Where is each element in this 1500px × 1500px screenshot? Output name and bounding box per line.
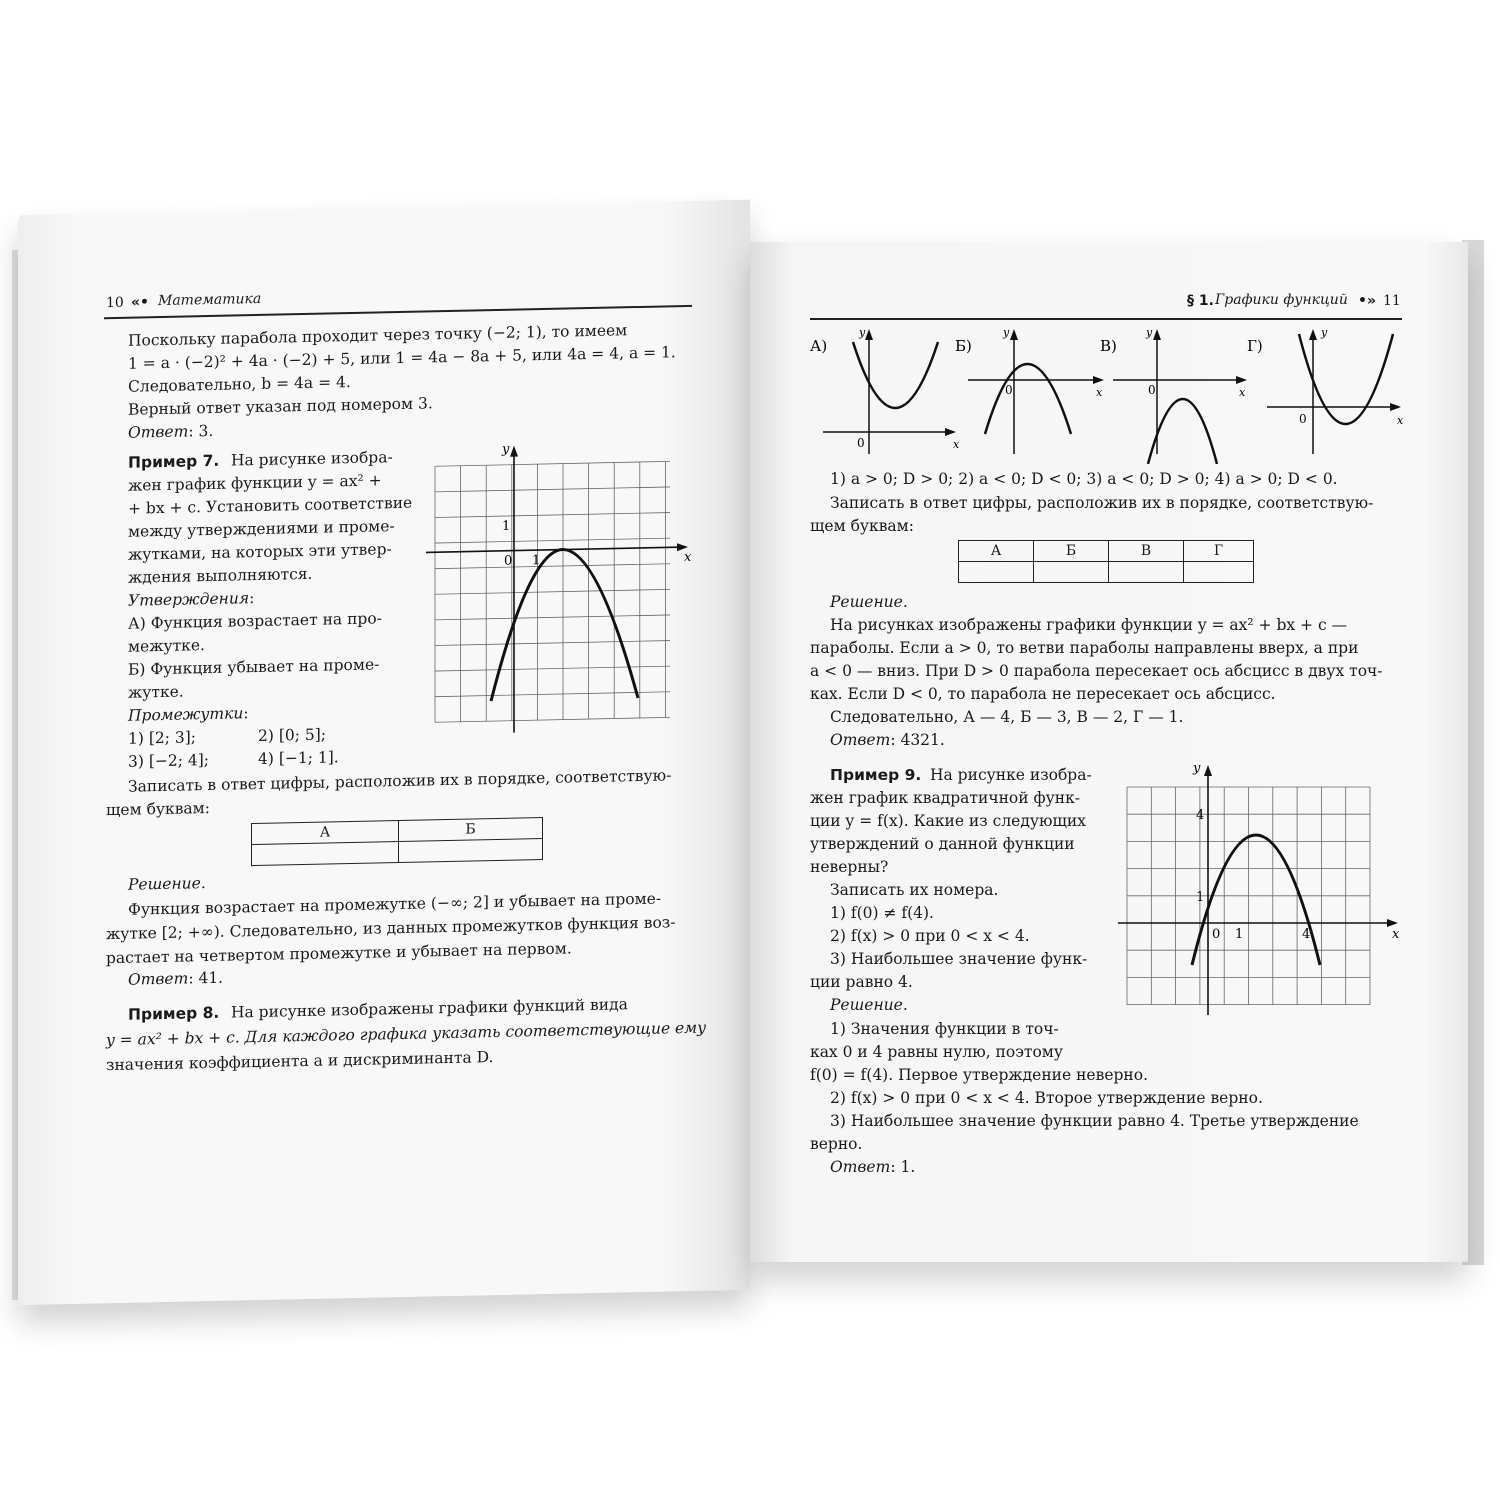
ex9-line-10: ции равно 4. [810,973,913,991]
ex9-x-arrow [1387,919,1398,927]
ex7-line-3: + bx + c. Установить соответствие [128,493,413,518]
graph-b-x-arrow [1093,376,1104,384]
ex9-grid [1127,787,1370,1005]
right-solution-3: a < 0 — вниз. При D > 0 парабола пересекает ось абсцисс в двух точ- [810,662,1383,680]
ex9-y-label: y [1193,761,1201,776]
right-solution-5: Следовательно, А — 4, Б — 3, В — 2, Г — 1. [830,708,1184,726]
ex7-solution-3: растает на четвертом промежутке и убывает на первом. [106,939,572,968]
ex9-solution-4: 2) f(x) > 0 при 0 < x < 4. Второе утверждение верно. [830,1089,1263,1107]
graph-g-origin: 0 [1299,412,1307,426]
table-header-v: В [1109,541,1184,562]
right-solution-1: На рисунках изображены графики функции y = ax² + bx + c — [830,616,1348,634]
right-header-title: Графики функций [1215,292,1348,308]
graph-a-parabola [853,342,938,408]
ex7-stmt-b-1: Б) Функция убывает на проме- [128,655,380,679]
ex9-x4-label: 4 [1302,927,1311,942]
ex9-answer-value: : 1. [890,1158,916,1176]
right-instruction-1: Записать в ответ цифры, расположив их в порядке, соответствую- [830,494,1374,512]
ex9-answer-label: Ответ [830,1158,891,1176]
ex9-y-arrow [1204,765,1212,776]
ex7-intervals-label: Промежутки [128,704,244,725]
ex9-line-6: Записать их номера. [830,881,999,899]
ex7-instruction-1: Записать в ответ цифры, расположив их в порядке, соответствую- [128,766,672,796]
graph-a-x-arrow [945,428,956,436]
ex7-answer [128,968,224,989]
right-answer [830,733,945,749]
table-row [959,562,1254,583]
table-header-g: Г [1184,541,1254,562]
ex9-line-8: 2) f(x) > 0 при 0 < x < 4. [830,927,1030,945]
graph-b-parabola [985,364,1071,434]
right-header-section: § 1. [1187,293,1214,309]
graph-v-origin: 0 [1148,383,1156,397]
ex7-line-4: между утверждениями и проме- [128,517,395,541]
ex7-stmt-a-1: А) Функция возрастает на про- [128,609,382,633]
graph-g-x-label: x [1397,414,1404,427]
ex7-stmt-a-2: межутке. [128,636,205,656]
ex7-unit-y-label: 1 [502,518,511,534]
right-answer-table [958,540,1254,583]
graph-b-label: Б) [955,337,972,355]
ex7-statements-colon: : [249,589,255,608]
ex9-origin-label: 0 [1212,927,1221,942]
graph-v-label: В) [1100,337,1117,355]
ex9-solution-5: 3) Наибольшее значение функции равно 4. Третье утверждение [830,1112,1359,1130]
table-cell-a[interactable] [959,562,1034,583]
graph-a-y-label: y [859,326,866,339]
graph-b-y-arrow [1010,329,1018,340]
graph-g-y-label: y [1321,326,1328,339]
right-page [750,242,1468,1262]
ex9-line-9: 3) Наибольшее значение функ- [830,950,1088,968]
ex7-interval-3: 3) [−2; 4]; [128,750,210,771]
ex9-line-1: На рисунке изобра- [930,766,1092,784]
ex9-solution-6: верно. [810,1135,863,1153]
options-line: 1) a > 0; D > 0; 2) a < 0; D < 0; 3) a < 0; D > 0; 4) a > 0; D < 0. [830,470,1338,488]
left-page-number: 10 [106,294,124,312]
right-page-number: 11 [1383,293,1401,309]
graph-g-y-arrow [1309,329,1317,340]
ex9-solution-1: 1) Значения функции в точ- [830,1020,1059,1038]
table-cell-a[interactable] [252,842,399,866]
graph-b-y-label: y [1003,326,1010,339]
ex7-line-6: ждения выполняются. [128,564,313,587]
ex7-solution-label: Решение. [128,874,206,894]
ex7-answer-label: Ответ [128,969,189,989]
ex9-line-3: ции y = f(x). Какие из следующих [810,812,1086,830]
graph-v-x-arrow [1236,376,1247,384]
table-header-b: Б [1034,541,1109,562]
ex7-unit-x-label: 1 [532,553,541,569]
mini-graphs [805,324,1415,464]
ex9-line-2: жен график квадратичной функ- [810,789,1080,807]
ex9-title: Пример 9. [830,766,922,784]
ex9-x-label: x [1392,927,1400,942]
ex7-instruction-2: щем буквам: [106,798,210,820]
ex9-solution-3: f(0) = f(4). Первое утверждение неверно. [810,1066,1149,1084]
intro-answer [128,421,214,442]
table-cell-b[interactable] [1034,562,1109,583]
ex7-statements [128,591,254,609]
ex9-solution-2: ках 0 и 4 равны нулю, поэтому [810,1043,1063,1061]
ex9-answer [830,1160,915,1176]
ex9-solution-label: Решение. [830,996,908,1014]
ex9-unit-x-label: 1 [1235,927,1244,942]
left-header-mark: «• [131,294,149,311]
ex9-unit-y-label: 1 [1196,890,1205,905]
ex7-parabola [491,548,638,701]
ex9-line-7: 1) f(0) ≠ f(4). [830,904,934,922]
intro-line-3: Следовательно, b = 4a = 4. [128,373,351,396]
ex9-graph [1112,760,1412,1025]
ex7-x-label: x [684,549,692,566]
ex7-stmt-b-2: жутке. [128,682,184,702]
ex7-answer-table [251,817,543,866]
table-cell-b[interactable] [399,839,543,863]
ex8-line-3: значения коэффициента a и дискриминанта D. [106,1048,494,1075]
graph-v-x-label: x [1239,386,1246,399]
graph-g-x-arrow [1390,403,1401,411]
ex7-line-2: жен график функции y = ax² + [128,471,382,495]
right-solution-label: Решение. [830,593,908,611]
ex8-line-1: На рисунке изображены графики функций вида [231,995,628,1022]
right-solution-4: ках. Если D < 0, то парабола не пересекает ось абсцисс. [810,685,1276,703]
ex9-parabola [1192,835,1320,965]
ex7-solution-1: Функция возрастает на промежутке (−∞; 2] и убывает на проме- [128,889,662,919]
ex9-y4-label: 4 [1196,808,1205,823]
ex9-line-5: неверны? [810,858,889,876]
ex7-title: Пример 7. [128,451,220,472]
ex7-line-1: На рисунке изобра- [231,448,393,470]
right-answer-value: : 4321. [890,731,945,749]
graph-b-origin: 0 [1005,383,1013,397]
ex7-answer-value: : 41. [188,968,224,988]
right-header-mark: •» [1358,293,1376,309]
right-instruction-2: щем буквам: [810,517,914,535]
graph-v-y-arrow [1153,329,1161,340]
intro-answer-label: Ответ [128,422,189,442]
table-row [959,541,1254,562]
ex7-line-5: жутками, на которых эти утвер- [128,540,392,564]
ex7-statements-label: Утверждения [128,589,250,610]
left-page [18,200,750,1305]
right-solution-2: параболы. Если a > 0, то ветви параболы направлены вверх, а при [810,639,1359,657]
table-header-a: А [959,541,1034,562]
ex7-origin-label: 0 [504,553,513,569]
ex7-interval-4: 4) [−1; 1]. [258,748,339,768]
intro-line-1: Поскольку парабола проходит через точку (−2; 1), то имеем [128,321,628,350]
ex7-interval-1: 1) [2; 3]; [128,728,197,748]
graph-a-y-arrow [865,329,873,340]
intro-answer-value: : 3. [188,421,214,441]
graph-b-x-label: x [1096,386,1103,399]
graph-a-origin: 0 [857,436,865,450]
left-header-title: Математика [158,290,262,310]
graph-v-y-label: y [1146,326,1153,339]
ex9-line-4: утверждений о данной функции [810,835,1075,853]
ex7-y-label: y [502,441,510,457]
right-answer-label: Ответ [830,731,891,749]
ex7-intervals-colon: : [243,704,249,723]
graph-g-label: Г) [1247,337,1263,355]
intro-line-2: 1 = a · (−2)² + 4a · (−2) + 5, или 1 = 4a − 8a + 5, или 4a = 4, a = 1. [128,343,676,373]
ex7-solution-2: жутке [2; +∞). Следовательно, из данных промежутков функция воз- [106,913,676,944]
ex8-title: Пример 8. [128,1003,220,1024]
graph-a-x-label: x [953,438,960,451]
graph-v-parabola [1148,399,1217,464]
ex7-y-arrow [510,446,518,457]
ex8-line-2: y = ax² + bx + c. Для каждого графика указать соответствующие ему [106,1018,707,1050]
right-header-rule [810,318,1402,320]
table-header-b: Б [399,818,543,842]
intro-line-4: Верный ответ указан под номером 3. [128,394,433,419]
table-header-a: А [252,821,399,845]
table-cell-g[interactable] [1184,562,1254,583]
table-cell-v[interactable] [1109,562,1184,583]
ex7-graph [418,439,703,745]
ex7-interval-2: 2) [0; 5]; [258,725,327,745]
ex7-intervals [128,706,249,724]
graph-a-label: А) [810,337,828,355]
